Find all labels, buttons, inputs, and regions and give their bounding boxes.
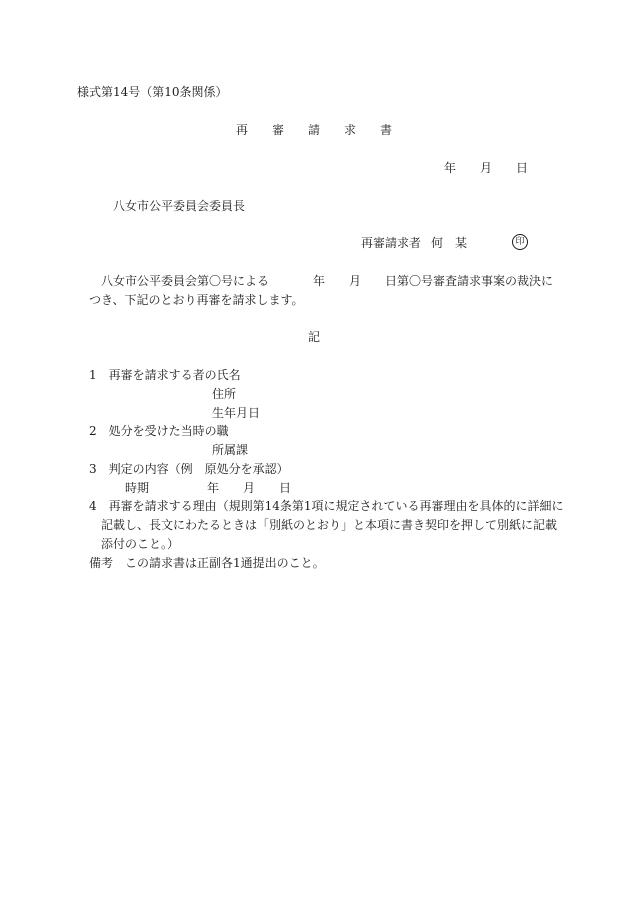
- title-char-4: 求: [344, 123, 357, 137]
- date-day-label: 日: [516, 161, 529, 175]
- item-4-line-1: 4 再審を請求する理由（規則第14条第1項に規定されている再審理由を具体的に詳細に: [89, 499, 564, 513]
- title-char-3: 請: [308, 123, 321, 137]
- title-char-1: 再: [236, 123, 249, 137]
- title-char-5: 書: [380, 123, 393, 137]
- requester-label: 再審請求者: [361, 236, 422, 250]
- item-3-period: 時期: [125, 481, 150, 495]
- item-3-day-label: 日: [279, 481, 292, 495]
- item-1-address: 住所: [212, 387, 237, 401]
- date-month-label: 月: [480, 161, 493, 175]
- item-1: 1 再審を請求する者の氏名: [89, 368, 241, 382]
- item-3: 3 判定の内容（例 原処分を承認）: [89, 462, 289, 476]
- item-3-month-label: 月: [243, 481, 256, 495]
- item-4-line-2: 記載し、長文にわたるときは「別紙のとおり」と本項に書き契印を押して別紙に記載: [101, 518, 558, 532]
- body-text-1: 八女市公平委員会第〇号による: [101, 274, 270, 288]
- item-3-year-label: 年: [207, 481, 220, 495]
- form-number: 様式第14号（第10条関係）: [77, 85, 228, 99]
- item-4-line-3: 添付のこと。）: [101, 537, 180, 551]
- item-2: 2 処分を受けた当時の職: [89, 424, 229, 438]
- remarks-text: この請求書は正副各1通提出のこと。: [125, 556, 325, 570]
- item-2-department: 所属課: [212, 443, 249, 457]
- title-char-2: 審: [272, 123, 285, 137]
- requester-name: 何 某: [431, 236, 468, 250]
- body-text-3: つき、下記のとおり再審を請求します。: [89, 293, 304, 307]
- addressee: 八女市公平委員会委員長: [113, 199, 246, 213]
- seal-mark: 印: [512, 234, 528, 250]
- body-year-label: 年: [313, 274, 326, 288]
- body-text-2: 日第〇号審査請求事案の裁決に: [385, 274, 554, 288]
- date-year-label: 年: [444, 161, 457, 175]
- body-month-label: 月: [349, 274, 362, 288]
- ki-heading: 記: [308, 330, 321, 344]
- remarks-label: 備考: [89, 556, 114, 570]
- item-1-birthdate: 生年月日: [212, 406, 261, 420]
